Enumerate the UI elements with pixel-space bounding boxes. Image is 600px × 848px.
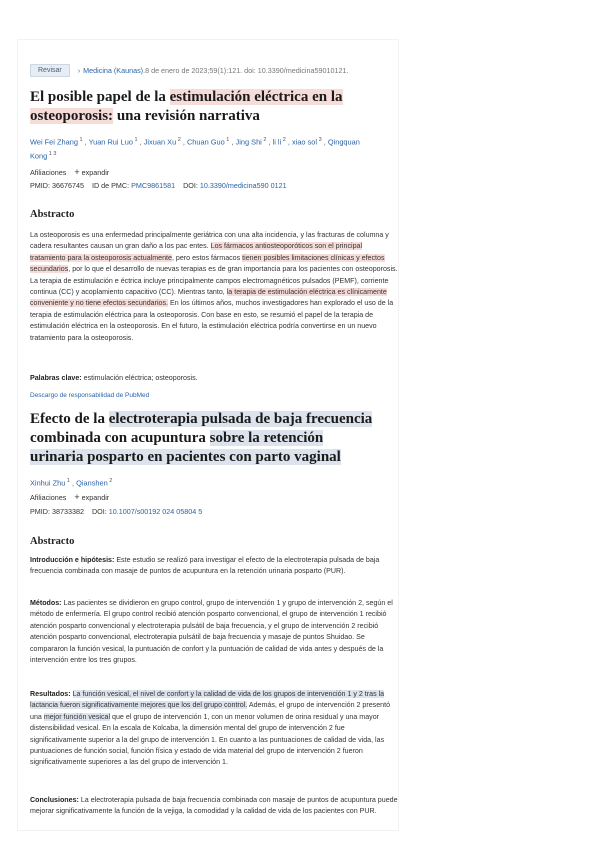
author-link[interactable]: Yuan Rui Luo bbox=[88, 137, 133, 147]
affiliations-label: Afiliaciones bbox=[30, 168, 67, 177]
pmc-label: ID de PMC: bbox=[91, 181, 132, 190]
methods-text: Las pacientes se dividieron en grupo control, grupo de intervención 1 y grupo de intervención 2, según el método de enfermería. El grupo control recibió atención posparto convencional, el grupo de intervención 1 recibió atención posparto convencional y electroterapia pulsátil de baja frecuencia, y el grupo de intervención 2 recibió atención posparto convencional, electroterapia pulsátil de baja frecuencia y masaje de puntos Shuidao. Se compararon la función vesical, la puntuación de confort y la puntuación de calidad de vida antes y después de la intervención entre los tres grupos. bbox=[30, 599, 393, 665]
methods-label: Métodos: bbox=[30, 599, 62, 607]
author-affiliation-number[interactable]: 1 bbox=[224, 137, 230, 143]
revise-button[interactable]: Revisar bbox=[30, 64, 70, 77]
article1-authors bbox=[30, 134, 370, 163]
article2-affiliations bbox=[30, 492, 109, 502]
citation-text: .8 de enero de 2023;59(1):121. doi: 10.3390/medicina59010121. bbox=[143, 66, 349, 75]
author-separator: , bbox=[69, 478, 77, 488]
author-link[interactable]: Wei Fei Zhang bbox=[30, 137, 78, 147]
results-text: que el grupo de intervención 1, con un menor volumen de orina residual y una mayor distensibilidad vesical. En la escala de Kolcaba, la dimensión mental del grupo de intervención 2 fue significativamente superior a la del grupo de intervención 1. En cuanto a las puntuaciones de calidad de vida, las puntuaciones de función social, función física y estado de vida material del grupo de intervención 2 fueron significativamente superiores a las del grupo de intervención 1. bbox=[30, 712, 385, 767]
abstract-text: La osteoporosis es una enfermedad principalmente geriátrica con una alta incidencia, y las fracturas de columna y cadera resultantes causan un gran daño a los pac entes. bbox=[30, 231, 389, 251]
article2-methods bbox=[30, 598, 398, 666]
title-text: combinada con acupuntura bbox=[30, 430, 210, 446]
results-text: Además, el grupo de intervención 2 presentó una bbox=[30, 701, 391, 721]
intro-label: Introducción e hipótesis: bbox=[30, 556, 115, 564]
article1-title bbox=[30, 88, 390, 126]
author-affiliation-number[interactable]: 1 bbox=[65, 478, 70, 484]
article1-ids bbox=[30, 181, 287, 190]
expand-link[interactable]: expandir bbox=[81, 493, 110, 502]
article1-abstract-heading: Abstracto bbox=[30, 209, 75, 220]
plus-icon[interactable]: + bbox=[74, 167, 80, 177]
conclusions-label: Conclusiones: bbox=[30, 796, 79, 804]
author-affiliation-number[interactable]: 1 bbox=[132, 137, 138, 143]
article2-abstract-heading: Abstracto bbox=[30, 536, 75, 547]
article1-affiliations bbox=[30, 167, 109, 177]
author-link[interactable]: Jixuan Xu bbox=[143, 137, 177, 147]
author-separator: , bbox=[82, 137, 89, 147]
author-link[interactable]: Qingquan Kong bbox=[30, 137, 360, 161]
title-highlight: urinaria posparto en pacientes con parto vaginal bbox=[30, 449, 341, 465]
author-separator: , bbox=[180, 137, 187, 147]
pmid: PMID: 38733382 bbox=[30, 507, 84, 516]
author-separator: , bbox=[285, 137, 292, 147]
title-highlight: estimulación eléctrica en la bbox=[169, 89, 343, 105]
abstract-highlight: la terapia de estimulación eléctrica es clínicamente conveniente y no tiene efectos secundarios. bbox=[30, 288, 387, 308]
results-label: Resultados: bbox=[30, 690, 71, 698]
affiliations-label: Afiliaciones bbox=[30, 493, 67, 502]
author-separator: , bbox=[266, 137, 273, 147]
abstract-text: En los últimos años, muchos investigadores han explorado el uso de la terapia de estimulación eléctrica para la osteoporosis. Con base en esto, se resumió el papel de la terapia de estimulación eléctrica en la osteoporosis. En el futuro, la estimulación eléctrica podría convertirse en un nuevo tratamiento para la osteoporosis. bbox=[30, 299, 394, 342]
chevron-right-icon: › bbox=[77, 66, 81, 75]
abstract-highlight: Los fármacos antiosteoporóticos son el principal tratamiento para la osteoporosis actualmente bbox=[30, 242, 363, 262]
article2-conclusions bbox=[30, 795, 398, 818]
article2-authors bbox=[30, 475, 370, 489]
citation-row bbox=[30, 64, 348, 77]
article2-ids bbox=[30, 507, 202, 516]
results-highlight: La función vesical, el nivel de confort y la calidad de vida de los grupos de intervención 1 y 2 tras la lactancia fueron significativamente mejores que los del grupo control. bbox=[30, 690, 385, 710]
journal-link[interactable]: Medicina (Kaunas) bbox=[83, 66, 144, 75]
title-text: una revisión narrativa bbox=[113, 108, 260, 124]
author-link[interactable]: Xinhui Zhu bbox=[30, 478, 66, 488]
abstract-highlight: tienen posibles limitaciones clínicas y efectos secundarios bbox=[30, 253, 385, 274]
author-link[interactable]: xiao sol bbox=[291, 137, 318, 147]
doi-label: DOI: bbox=[183, 181, 200, 190]
author-link[interactable]: li li bbox=[272, 137, 282, 147]
title-highlight: electroterapia pulsada de baja frecuencia bbox=[108, 411, 373, 427]
author-affiliation-number[interactable]: 1 bbox=[77, 137, 83, 143]
author-affiliation-number[interactable]: 2 bbox=[176, 137, 181, 143]
pmc-link[interactable]: PMC9861581 bbox=[131, 181, 176, 190]
abstract-text: , por lo que el desarrollo de nuevas terapias es de gran importancia para los pacientes con osteoporosis. La terapia de estimulación e éctrica incluye principalmente campos electromagnéticos pulsados (PEMF), corriente continua (CC) y acoplamiento capacitivo (CC). Mientras tanto, bbox=[30, 265, 398, 297]
author-link[interactable]: Qianshen bbox=[76, 478, 108, 488]
conclusions-text: La electroterapia pulsada de baja frecuencia combinada con masaje de puntos de acupuntura puede mejorar significativamente la función de la vejiga, la comodidad y la calidad de vida de los pacientes con PUR. bbox=[30, 796, 398, 816]
author-separator: , bbox=[229, 137, 236, 147]
author-link[interactable]: Chuan Guo bbox=[186, 137, 225, 147]
keywords-label: Palabras clave: bbox=[30, 374, 82, 382]
author-affiliation-number[interactable]: 2 bbox=[281, 137, 286, 143]
author-affiliation-number[interactable]: 1 3 bbox=[47, 151, 57, 158]
article2-results bbox=[30, 689, 398, 769]
doi-link[interactable]: 10.3390/medicina590 0121 bbox=[199, 181, 287, 190]
title-text: Efecto de la bbox=[30, 411, 109, 427]
title-highlight: sobre la retención bbox=[209, 430, 324, 446]
article1-abstract bbox=[30, 230, 398, 344]
title-text: El posible papel de la bbox=[30, 89, 170, 105]
abstract-text: , pero estos fármacos bbox=[171, 253, 243, 262]
author-affiliation-number[interactable]: 2 bbox=[261, 137, 267, 143]
pubmed-disclaimer-link[interactable]: Descargo de responsabilidad de PubMed bbox=[30, 392, 150, 399]
expand-link[interactable]: expandir bbox=[81, 168, 110, 177]
doi-label: DOI: bbox=[91, 507, 109, 516]
article2-title bbox=[30, 410, 400, 467]
author-affiliation-number[interactable]: 2 bbox=[107, 478, 113, 484]
author-affiliation-number[interactable]: 3 bbox=[317, 137, 322, 143]
title-highlight: osteoporosis: bbox=[30, 108, 114, 124]
author-separator: , bbox=[137, 137, 144, 147]
results-highlight: mejor función vesical bbox=[43, 712, 111, 721]
author-link[interactable]: Jing Shi bbox=[235, 137, 262, 147]
doi-link[interactable]: 10.1007/s00192 024 05804 5 bbox=[108, 507, 203, 516]
article2-intro bbox=[30, 555, 398, 578]
keywords-text: estimulación eléctrica; osteoporosis. bbox=[81, 374, 198, 382]
author-separator: , bbox=[321, 137, 328, 147]
article1-keywords bbox=[30, 373, 198, 384]
pmid: PMID: 36676745 bbox=[30, 181, 84, 190]
intro-text: Este estudio se realizó para investigar el efecto de la electroterapia pulsada de baja frecuencia combinada con masaje de puntos de acupuntura en la retención urinaria posparto (PUR). bbox=[30, 556, 380, 576]
plus-icon[interactable]: + bbox=[74, 492, 80, 502]
